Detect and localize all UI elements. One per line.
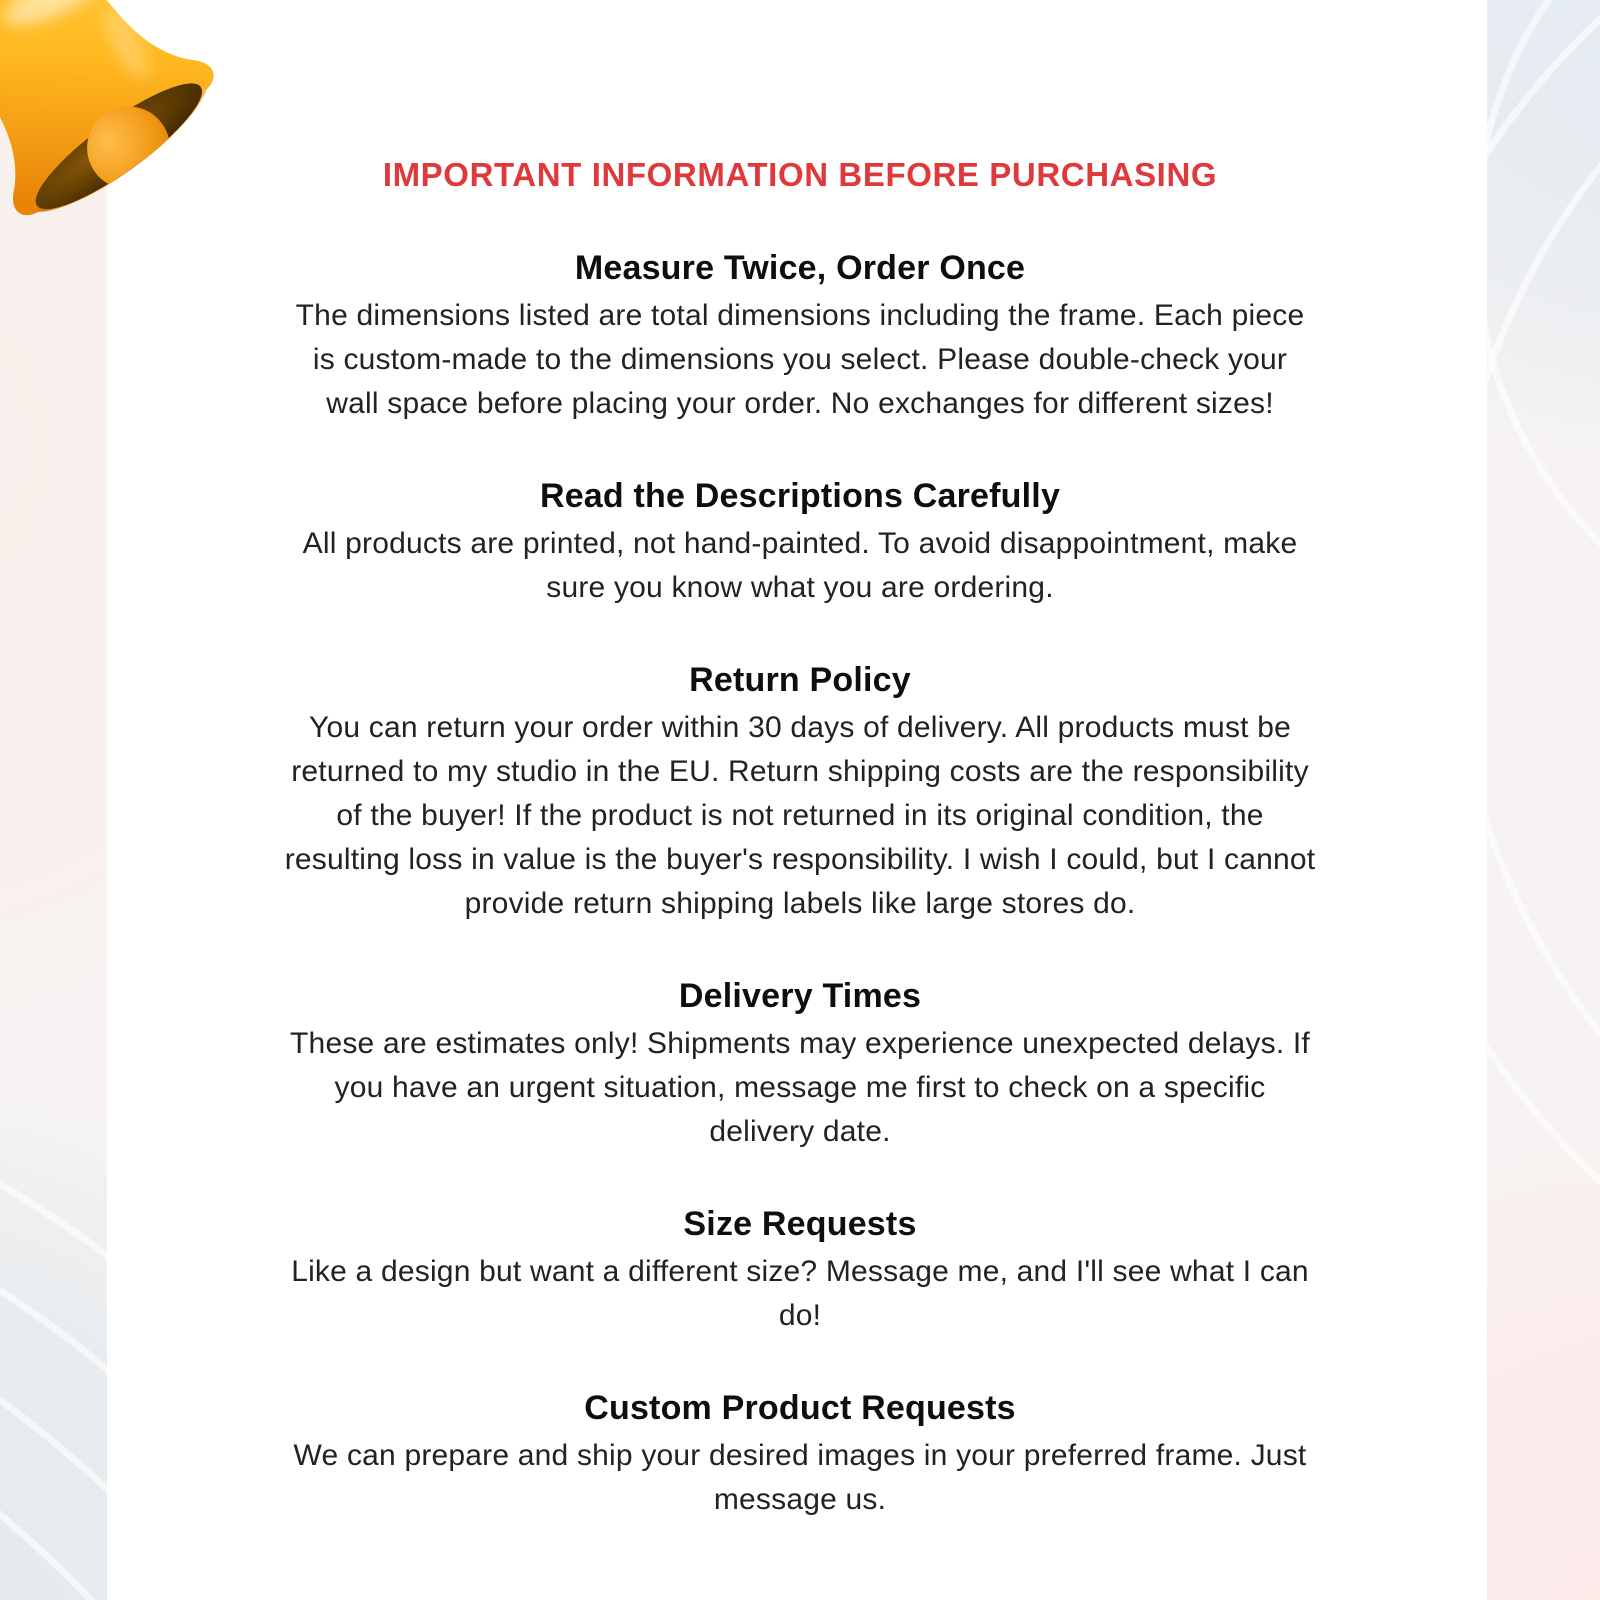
section-body-line: resulting loss in value is the buyer's responsibility. I wish I could, but I cannot bbox=[284, 843, 1316, 876]
section-body-line: You can return your order within 30 days of delivery. All products must be bbox=[309, 711, 1291, 744]
section-body-line: sure you know what you are ordering. bbox=[546, 571, 1054, 604]
section-read-descriptions bbox=[155, 473, 1445, 610]
section-delivery-times bbox=[155, 973, 1445, 1154]
section-body-line: Like a design but want a different size? Message me, and I'll see what I can bbox=[291, 1255, 1309, 1288]
section-body-line: We can prepare and ship your desired images in your preferred frame. Just bbox=[293, 1439, 1307, 1472]
section-body-line: do! bbox=[778, 1299, 822, 1332]
section-body-line: All products are printed, not hand-painted. To avoid disappointment, make bbox=[302, 527, 1298, 560]
section-custom-product-requests bbox=[155, 1385, 1445, 1522]
bell-icon bbox=[0, 0, 270, 215]
section-heading-read-descriptions: Read the Descriptions Carefully bbox=[539, 477, 1061, 515]
section-measure-twice bbox=[155, 245, 1445, 426]
section-body-line: provide return shipping labels like large stores do. bbox=[464, 887, 1136, 920]
section-return-policy bbox=[155, 657, 1445, 926]
section-heading-custom-product-requests: Custom Product Requests bbox=[584, 1389, 1016, 1427]
section-body-line: you have an urgent situation, message me first to check on a specific bbox=[334, 1071, 1266, 1104]
section-body-line: returned to my studio in the EU. Return shipping costs are the responsibility bbox=[291, 755, 1309, 788]
section-body-line: of the buyer! If the product is not returned in its original condition, the bbox=[336, 799, 1264, 832]
section-body-line: delivery date. bbox=[709, 1115, 891, 1148]
section-heading-delivery-times: Delivery Times bbox=[678, 977, 922, 1015]
section-body-line: The dimensions listed are total dimensions including the frame. Each piece bbox=[295, 299, 1305, 332]
section-heading-return-policy: Return Policy bbox=[689, 661, 911, 699]
section-body-line: message us. bbox=[713, 1483, 887, 1516]
section-heading-measure-twice: Measure Twice, Order Once bbox=[574, 249, 1026, 287]
section-body-line: is custom-made to the dimensions you select. Please double-check your bbox=[312, 343, 1288, 376]
section-heading-size-requests: Size Requests bbox=[683, 1205, 917, 1243]
section-body-line: These are estimates only! Shipments may experience unexpected delays. If bbox=[290, 1027, 1310, 1060]
section-body-line: wall space before placing your order. No exchanges for different sizes! bbox=[326, 387, 1274, 420]
page-title: IMPORTANT INFORMATION BEFORE PURCHASING bbox=[382, 156, 1218, 193]
section-size-requests bbox=[155, 1201, 1445, 1338]
